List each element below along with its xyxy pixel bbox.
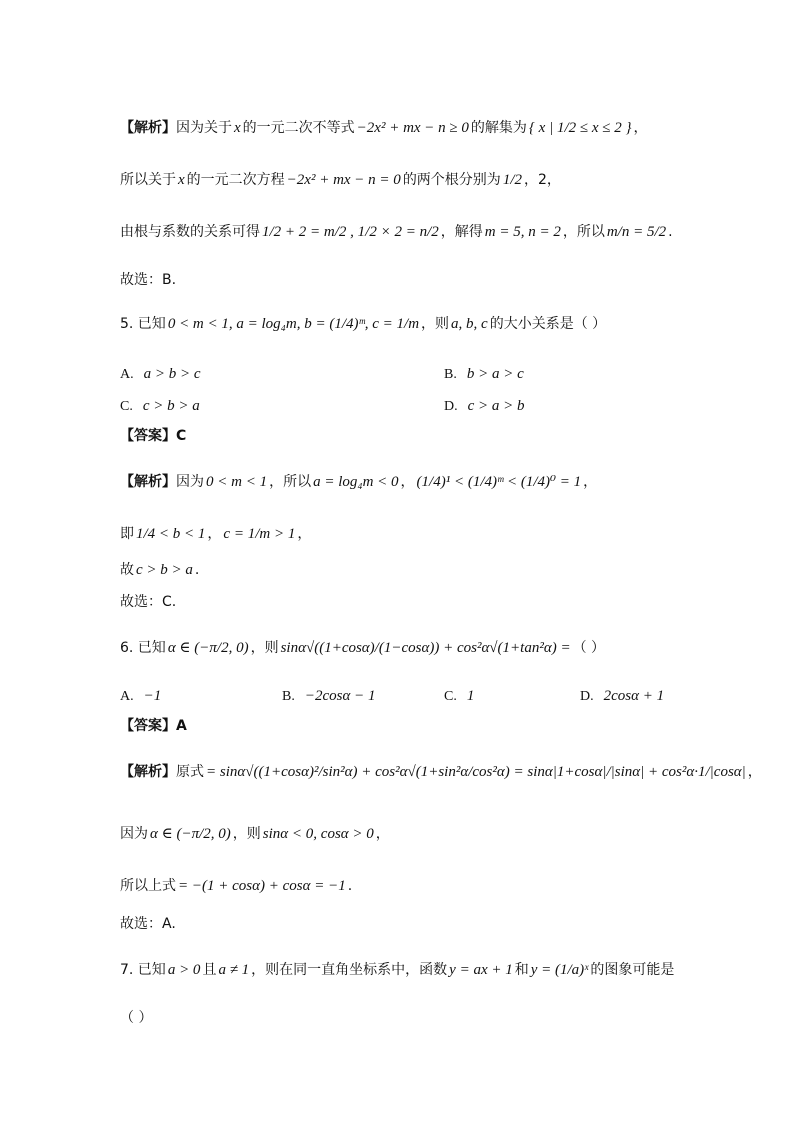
option-label: A. [120,689,134,704]
text-fragment: （ ） [572,640,606,656]
text-line-l19 [120,914,684,934]
math-expression: = sinα√((1+cosα)²/sin²α) + cos²α√(1+sin²α/cos²α) = sinα|1+cosα|/|sinα| + cos²α·1/|cosα| [206,764,746,780]
math-expression: sinα√((1+cosα)/(1−cosα)) + cos²α√(1+tan²α) = [280,640,571,656]
math-expression: x [178,172,185,188]
option-label: C. [444,689,457,704]
text-fragment: ， [747,764,762,780]
option-value: 1 [466,688,475,704]
text-fragment: ，2， [523,172,561,188]
option-label: B. [444,367,457,382]
text-fragment: 【答案】A [120,718,187,734]
text-fragment: 且 [202,962,217,978]
text-fragment: ，所以 [269,474,312,490]
text-fragment: . [347,878,353,894]
option-label: C. [120,399,133,414]
text-line-l17 [120,824,684,844]
text-fragment: ， [400,474,415,490]
text-fragment: 所以上式 [120,878,176,894]
text-fragment: 故选：C. [120,594,177,610]
option-value: c > a > b [467,398,525,414]
text-line-l4 [120,270,684,290]
text-fragment: . [194,562,200,578]
math-expression: sinα < 0, cosα > 0 [262,826,374,842]
text-fragment: 故选：B. [120,272,177,288]
option-label: A. [120,367,134,382]
option-label: B. [282,689,295,704]
text-line-l11 [120,560,684,580]
math-expression: α ∈ (−π/2, 0) [167,640,249,656]
math-expression: a ≠ 1 [218,962,250,978]
text-fragment: ， [297,526,312,542]
text-fragment: 因为 [120,826,148,842]
math-expression: y = (1/a)ˣ [530,962,589,978]
text-line-l15 [120,716,684,736]
text-fragment: 因为关于 [176,120,232,136]
text-line-l9 [120,472,684,492]
text-fragment: ， [375,826,390,842]
text-line-l21 [120,1008,684,1028]
text-line-l18 [120,876,684,896]
option-value: b > a > c [466,366,524,382]
text-line-l12 [120,592,684,612]
option-value: 2cosα + 1 [603,688,665,704]
text-fragment: 由根与系数的关系可得 [120,224,260,240]
text-fragment: （ ） [120,1010,153,1026]
q6-option-a [120,686,161,707]
text-fragment: 的一元二次不等式 [242,120,355,136]
text-fragment: 故 [120,562,134,578]
math-expression: m/n = 5/2 [606,224,667,240]
option-value: −1 [143,688,162,704]
text-fragment: 的大小关系是（ ） [489,316,607,332]
math-expression: 1/2 + 2 = m/2 , 1/2 × 2 = n/2 [262,224,439,240]
text-fragment: 即 [120,526,134,542]
option-value: c > b > a [142,398,200,414]
text-fragment: 故选：A. [120,916,176,932]
math-expression: c > b > a [136,562,193,578]
text-fragment: 原式 [176,764,204,780]
math-expression: 0 < m < 1, a = log₄m, b = (1/4)ᵐ, c = 1/m [167,316,420,332]
text-fragment: 【答案】C [120,428,187,444]
text-fragment: ，则 [232,826,261,842]
math-expression: a > 0 [167,962,201,978]
text-line-l16 [120,762,762,782]
text-fragment: 所以关于 [120,172,176,188]
math-expression: a = log₄m < 0 [313,474,399,490]
text-line-l2 [120,170,684,190]
q6-option-c [444,686,474,707]
math-expression: −2x² + mx − n ≥ 0 [356,120,469,136]
q5-option-a [120,364,201,385]
option-label: D. [580,689,594,704]
q5-option-d [444,396,525,417]
text-fragment: ， [583,474,598,490]
text-fragment: ，解得 [440,224,483,240]
math-expression: (1/4)¹ < (1/4)ᵐ < (1/4)⁰ = 1 [416,474,582,490]
math-expression: x [234,120,241,136]
text-fragment: ，则在同一直角坐标系中，函数 [251,962,448,978]
text-fragment: ，则 [250,640,279,656]
text-fragment: 【解析】 [120,474,176,490]
text-line-l8 [120,426,684,446]
math-expression: { x | 1/2 ≤ x ≤ 2 } [528,120,632,136]
text-fragment: 【解析】 [120,120,176,136]
text-line-l20 [120,960,684,980]
text-fragment: 7. 已知 [120,962,166,978]
text-fragment: ，所以 [562,224,605,240]
math-expression: 1/2 [502,172,522,188]
text-line-l13 [120,638,684,658]
math-expression: 1/4 < b < 1 [136,526,206,542]
math-expression: a, b, c [451,316,488,332]
text-fragment: 因为 [176,474,204,490]
math-expression: = −(1 + cosα) + cosα = −1 [178,878,346,894]
math-expression: 0 < m < 1 [206,474,268,490]
math-expression: c = 1/m > 1 [223,526,296,542]
text-fragment: 的图象可能是 [590,962,675,978]
q5-option-b [444,364,524,385]
math-expression: −2x² + mx − n = 0 [286,172,401,188]
text-fragment: 的解集为 [470,120,527,136]
text-fragment: 5. 已知 [120,316,166,332]
text-fragment: 【解析】 [120,764,176,780]
option-value: a > b > c [143,366,201,382]
text-line-l10 [120,524,684,544]
text-fragment: ， [207,526,222,542]
option-value: −2cosα − 1 [304,688,376,704]
text-fragment: ， [633,120,648,136]
text-fragment: 和 [514,962,529,978]
text-line-l1 [120,118,684,138]
math-expression: y = ax + 1 [449,962,513,978]
text-fragment: ，则 [421,316,450,332]
math-expression: m = 5, n = 2 [484,224,561,240]
text-line-l3 [120,222,684,242]
text-fragment: . [668,224,673,240]
option-label: D. [444,399,458,414]
text-fragment: 的两个根分别为 [402,172,501,188]
q6-option-b [282,686,375,707]
text-fragment: 的一元二次方程 [186,172,285,188]
text-fragment: 6. 已知 [120,640,166,656]
text-line-l5 [120,314,684,334]
q5-option-c [120,396,200,417]
q6-option-d [580,686,664,707]
math-expression: α ∈ (−π/2, 0) [150,826,231,842]
